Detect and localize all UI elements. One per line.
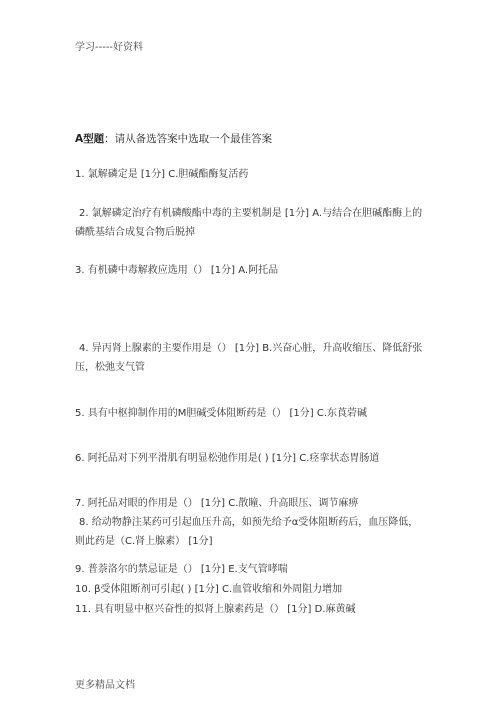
question-2: 2. 氯解磷定治疗有机磷酸酯中毒的主要机制是 [1分] A.与结合在胆碱酯酶上的磷酰基结合成复合物后脱掉 (75, 208, 423, 238)
section-instruction: ：请从备选答案中选取一个最佳答案 (104, 133, 273, 145)
question-7: 7. 阿托品对眼的作用是（） [1分] C.散瞳、升高眼压、调节麻痹 (75, 498, 359, 509)
page-footer: 更多精品文档 (75, 680, 135, 691)
question-4: 4. 异丙肾上腺素的主要作用是（） [1分] B.兴奋心脏，升高收缩压、降低舒张压，松弛支气管 (75, 343, 423, 373)
question-6: 6. 阿托品对下列平滑肌有明显松弛作用是( ) [1分] C.痉挛状态胃肠道 (75, 453, 380, 464)
section-title (75, 131, 272, 146)
section-label: A型题 (75, 133, 105, 145)
question-1: 1. 氯解磷定是 [1分] C.胆碱酯酶复活药 (75, 169, 249, 180)
question-11: 11. 具有明显中枢兴奋性的拟肾上腺素药是（） [1分] D.麻黄碱 (75, 604, 356, 615)
question-10: 10. β受体阻断剂可引起( ) [1分] C.血管收缩和外周阻力增加 (75, 584, 343, 595)
question-8: 8. 给动物静注某药可引起血压升高，如预先给予α受体阻断药后，血压降低，则此药是（C.肾上腺素） [1分] (75, 517, 419, 547)
question-5: 5. 具有中枢抑制作用的M胆碱受体阻断药是（） [1分] C.东莨菪碱 (75, 408, 368, 419)
question-3: 3. 有机磷中毒解救应选用（） [1分] A.阿托品 (75, 265, 279, 276)
question-9: 9. 普萘洛尔的禁忌证是（） [1分] E.支气管哮喘 (75, 564, 288, 575)
page-header: 学习-----好资料 (75, 42, 144, 53)
